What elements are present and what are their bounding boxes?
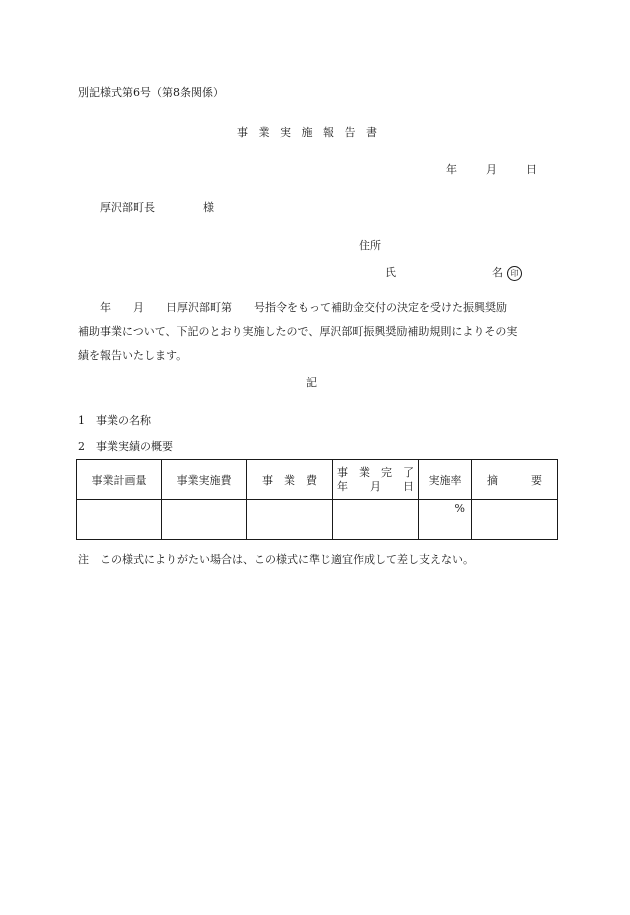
footnote: 注 この様式によりがたい場合は、この様式に準じ適宜作成して差し支えない。: [78, 553, 474, 566]
addressee-honorific: 様: [203, 201, 214, 214]
header-actual-cost: 事業実施費: [162, 460, 247, 500]
cell-project-cost[interactable]: [247, 500, 333, 540]
header-completion-date: [333, 460, 419, 500]
address-label: 住所: [359, 239, 381, 252]
body-line-1: 年 月 日厚沢部町第 号指令をもって補助金交付の決定を受けた振興奨励: [78, 301, 507, 314]
cell-actual-cost[interactable]: [162, 500, 247, 540]
cell-planned-amount[interactable]: [77, 500, 162, 540]
item-project-summary: 2 事業実績の概要: [78, 440, 173, 453]
form-number-label: 別記様式第6号（第8条関係）: [78, 86, 224, 99]
ki-heading: 記: [306, 376, 317, 389]
date-line: [446, 161, 537, 177]
table-row: [77, 500, 558, 540]
header-project-cost: 事 業 費: [247, 460, 333, 500]
header-planned-amount: 事業計画量: [77, 460, 162, 500]
body-line-3: 績を報告いたします。: [78, 349, 188, 362]
header-implementation-rate: 実施率: [419, 460, 472, 500]
cell-implementation-rate[interactable]: %: [419, 500, 472, 540]
date-month: 月: [486, 163, 497, 176]
header-remarks: 摘 要: [472, 460, 558, 500]
date-day: 日: [526, 163, 537, 176]
cell-completion-date[interactable]: [333, 500, 419, 540]
summary-table: [76, 459, 558, 540]
name-label-mei: 名: [492, 266, 503, 279]
document-title: 事業実施報告書: [237, 126, 388, 139]
table-header-row: [77, 460, 558, 500]
addressee: [100, 199, 214, 215]
body-line-2: 補助事業について、下記のとおり実施したので、厚沢部町振興奨励補助規則によりその実: [78, 325, 518, 338]
addressee-name: 厚沢部町長: [100, 201, 155, 214]
header-completion-label: 事 業 完 了: [337, 465, 414, 479]
seal-icon: 印: [507, 266, 522, 281]
report-body-text: [78, 296, 558, 368]
date-year: 年: [446, 163, 457, 176]
item-project-name: 1 事業の名称: [78, 414, 151, 427]
cell-remarks[interactable]: [472, 500, 558, 540]
header-completion-ymd: 年 月 日: [337, 479, 414, 493]
name-line: [385, 264, 522, 281]
name-label-shi: 氏: [385, 266, 396, 279]
